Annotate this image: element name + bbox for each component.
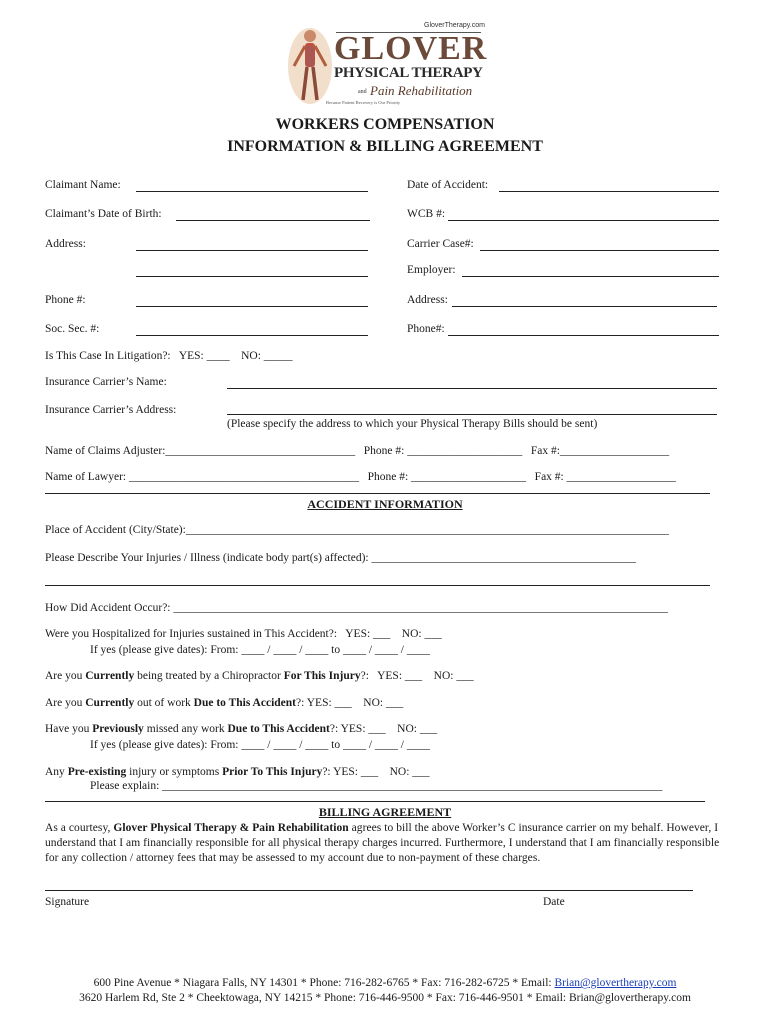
preex-text-d: Prior To This Injury	[222, 766, 323, 778]
litigation-question: Is This Case In Litigation?: YES: ____ NO: _____	[45, 350, 293, 362]
footer-line2: 3620 Harlem Rd, Ste 2 * Cheektowaga, NY 14215 * Phone: 716-446-9500 * Fax: 716-446-9501 * Email: Brian@glovertherapy.com	[79, 992, 691, 1004]
address-label: Address:	[45, 238, 86, 250]
hospital-dates-row: If yes (please give dates): From: ____ / ____ / ____ to ____ / ____ / ____	[90, 644, 430, 656]
employer-phone-field[interactable]	[448, 335, 719, 336]
phone-field[interactable]	[136, 306, 368, 307]
pre-existing-question	[45, 766, 430, 779]
logo-physical-therapy: PHYSICAL THERAPY	[334, 65, 483, 81]
missed-work-question	[45, 723, 437, 736]
accident-section-heading: ACCIDENT INFORMATION	[307, 497, 463, 511]
lawyer-row: Name of Lawyer: ________________________________________ Phone #: ____________________ Fax #: ___________________	[45, 471, 676, 483]
chiro-text-e: ?: YES: ___ NO: ___	[360, 670, 474, 682]
wcb-label: WCB #:	[407, 208, 446, 220]
logo-website: GloverTherapy.com	[424, 22, 485, 29]
missed-work-dates-row: If yes (please give dates): From: ____ / ____ / ____ to ____ / ____ / ____	[90, 739, 430, 751]
outwork-text-c: out of work	[134, 697, 194, 709]
employer-phone-label: Phone#:	[407, 323, 445, 335]
missed-text-a: Have you	[45, 723, 93, 735]
describe-injuries-row: Please Describe Your Injuries / Illness (indicate body part(s) affected): ______________________________________________	[45, 552, 636, 564]
company-logo	[286, 18, 486, 108]
section-divider	[45, 493, 710, 494]
claimant-dob-label: Claimant’s Date of Birth:	[45, 208, 162, 220]
employer-field[interactable]	[462, 276, 719, 277]
date-of-accident-label: Date of Accident:	[407, 179, 489, 191]
describe-injuries-line2[interactable]	[45, 585, 710, 586]
missed-text-b: Previously	[92, 723, 144, 735]
billing-agreement-text	[45, 821, 725, 866]
date-label: Date	[543, 896, 565, 908]
outwork-text-a: Are you	[45, 697, 86, 709]
employer-label: Employer:	[407, 264, 456, 276]
billing-text-1: As a courtesy,	[45, 822, 114, 834]
carrier-case-field[interactable]	[480, 250, 719, 251]
soc-sec-label: Soc. Sec. #:	[45, 323, 100, 335]
chiro-text-b: Currently	[85, 670, 135, 682]
claims-adjuster-row: Name of Claims Adjuster:_________________________________ Phone #: ____________________ Fax #:___________________	[45, 445, 670, 457]
please-explain-row: Please explain: _______________________________________________________________________________________	[90, 780, 663, 792]
chiropractor-question	[45, 670, 474, 683]
footer-email-link[interactable]: Brian@glovertherapy.com	[554, 977, 677, 989]
preex-text-c: injury or symptoms	[126, 766, 223, 778]
hospitalized-question: Were you Hospitalized for Injuries sustained in This Accident?: YES: ___ NO: ___	[45, 628, 442, 640]
footer-line1	[0, 977, 770, 989]
preex-text-b: Pre-existing	[67, 766, 127, 778]
insurance-address-note: (Please specify the address to which your Physical Therapy Bills should be sent)	[227, 418, 598, 430]
logo-name: GLOVER	[334, 30, 488, 67]
missed-text-d: Due to This Accident	[227, 723, 330, 735]
employer-address-field[interactable]	[452, 306, 717, 307]
insurance-name-field[interactable]	[227, 388, 717, 389]
logo-tagline: Because Patient Recovery is Our Priority	[326, 100, 401, 105]
signature-label: Signature	[45, 896, 90, 908]
date-of-accident-field[interactable]	[499, 191, 719, 192]
chiro-text-c: being treated by a Chiropractor	[134, 670, 284, 682]
soc-sec-field[interactable]	[136, 335, 368, 336]
missed-text-e: ?: YES: ___ NO: ___	[329, 723, 438, 735]
skeleton-figure-icon	[286, 26, 334, 106]
preex-text-a: Any	[45, 766, 68, 778]
carrier-case-label: Carrier Case#:	[407, 238, 474, 250]
preex-text-e: ?: YES: ___ NO: ___	[322, 766, 430, 778]
logo-pain-rehab: Pain Rehabilitation	[370, 83, 473, 98]
form-title-line2: INFORMATION & BILLING AGREEMENT	[227, 138, 543, 155]
section-divider-2	[45, 801, 705, 802]
outwork-text-b: Currently	[85, 697, 135, 709]
insurance-name-label: Insurance Carrier’s Name:	[45, 376, 167, 388]
phone-label: Phone #:	[45, 294, 86, 306]
insurance-address-label: Insurance Carrier’s Address:	[45, 404, 177, 416]
footer-address-1: 600 Pine Avenue * Niagara Falls, NY 14301 * Phone: 716-282-6765 * Fax: 716-282-6725 * Email:	[93, 977, 555, 989]
place-of-accident-row: Place of Accident (City/State):____________________________________________________________________________________	[45, 524, 669, 536]
out-of-work-question	[45, 697, 403, 710]
wcb-field[interactable]	[448, 220, 719, 221]
billing-company-name: Glover Physical Therapy & Pain Rehabilitation	[113, 822, 349, 834]
billing-text-2: agrees to bill the above Worker’s C insurance carrier on my behalf. However, I understand that I am financially responsible for all physical therapy charges incurred. Furthermore, I understand that I am financially responsible for any collection / attorney fees that may be assessed to my account due to non-payment of these charges.	[45, 822, 720, 864]
logo-and: and	[358, 89, 367, 95]
chiro-text-d: For This Injury	[283, 670, 361, 682]
signature-line[interactable]	[45, 890, 693, 891]
employer-address-label: Address:	[407, 294, 448, 306]
outwork-text-e: ?: YES: ___ NO: ___	[296, 697, 404, 709]
missed-text-c: missed any work	[143, 723, 228, 735]
claimant-dob-field[interactable]	[176, 220, 370, 221]
billing-section-heading: BILLING AGREEMENT	[318, 805, 452, 819]
form-title-line1: WORKERS COMPENSATION	[275, 116, 495, 133]
address-field-line2[interactable]	[136, 276, 368, 277]
claimant-name-label: Claimant Name:	[45, 179, 121, 191]
insurance-address-field[interactable]	[227, 414, 717, 415]
chiro-text-a: Are you	[45, 670, 86, 682]
address-field-line1[interactable]	[136, 250, 368, 251]
claimant-name-field[interactable]	[136, 191, 368, 192]
outwork-text-d: Due to This Accident	[193, 697, 296, 709]
how-accident-row: How Did Accident Occur?: ______________________________________________________________________________________	[45, 602, 668, 614]
